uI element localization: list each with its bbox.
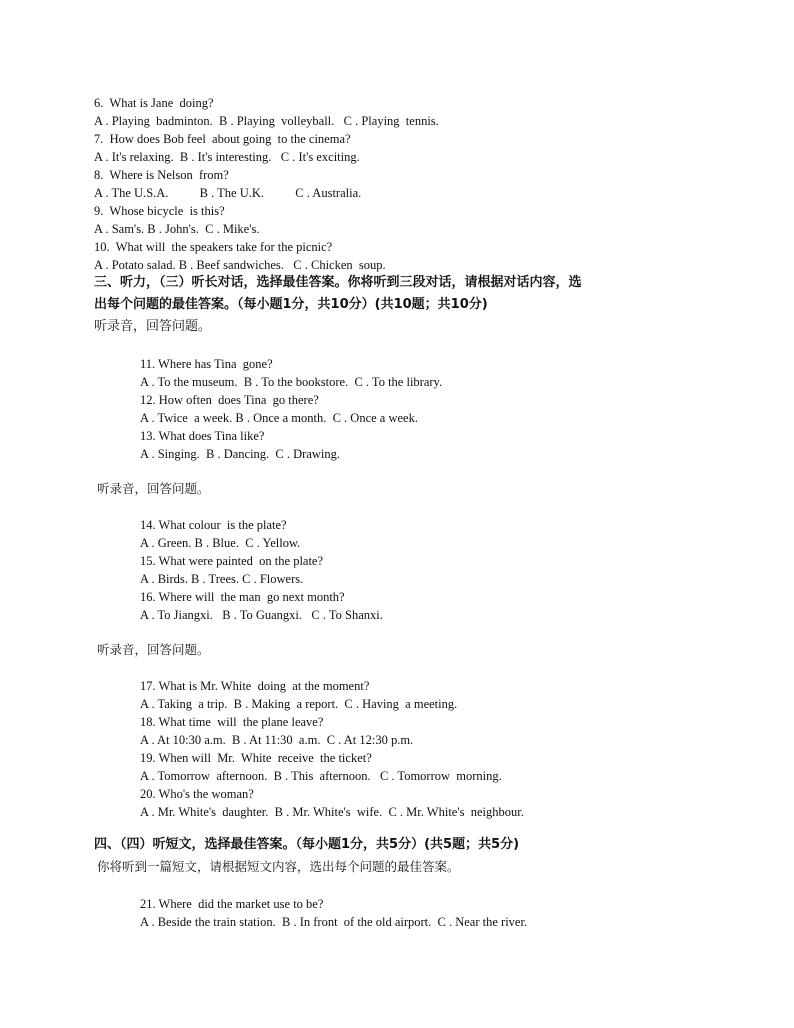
- options-21: A . Beside the train station. B . In front of the old airport. C . Near the river.: [140, 915, 528, 929]
- question-6: 6. What is Jane doing?: [94, 96, 214, 110]
- options-9: A . Sam's. B . John's. C . Mike's.: [94, 222, 260, 236]
- options-12: A . Twice a week. B . Once a month. C . Once a week.: [140, 411, 418, 425]
- question-12: 12. How often does Tina go there?: [140, 393, 319, 407]
- options-16: A . To Jiangxi. B . To Guangxi. C . To Shanxi.: [140, 608, 383, 622]
- listening-instruction: 听录音，回答问题。: [97, 642, 210, 657]
- question-11: 11. Where has Tina gone?: [140, 357, 273, 371]
- options-20: A . Mr. White's daughter. B . Mr. White's wife. C . Mr. White's neighbour.: [140, 805, 524, 819]
- section-4-instruction: 你将听到一篇短文，请根据短文内容，选出每个问题的最佳答案。: [97, 859, 460, 874]
- question-14: 14. What colour is the plate?: [140, 518, 287, 532]
- question-17: 17. What is Mr. White doing at the moment?: [140, 679, 370, 693]
- question-16: 16. Where will the man go next month?: [140, 590, 345, 604]
- question-18: 18. What time will the plane leave?: [140, 715, 324, 729]
- question-7: 7. How does Bob feel about going to the cinema?: [94, 132, 351, 146]
- question-15: 15. What were painted on the plate?: [140, 554, 324, 568]
- options-10: A . Potato salad. B . Beef sandwiches. C . Chicken soup.: [94, 258, 386, 272]
- question-20: 20. Who's the woman?: [140, 787, 254, 801]
- listening-instruction: 听录音，回答问题。: [94, 319, 212, 334]
- listening-instruction: 听录音，回答问题。: [97, 481, 210, 496]
- section-3-heading-line-2: 出每个问题的最佳答案。（每小题1分，共10分）(共10题；共10分): [94, 297, 488, 312]
- options-15: A . Birds. B . Trees. C . Flowers.: [140, 572, 304, 586]
- section-3-heading-line-1: 三、听力，（三）听长对话，选择最佳答案。你将听到三段对话，请根据对话内容，选: [94, 275, 582, 290]
- options-8: A . The U.S.A. B . The U.K. C . Australia.: [94, 186, 362, 200]
- question-21: 21. Where did the market use to be?: [140, 897, 324, 911]
- options-17: A . Taking a trip. B . Making a report. C . Having a meeting.: [140, 697, 458, 711]
- section-4-heading: 四、（四）听短文，选择最佳答案。（每小题1分，共5分）(共5题；共5分): [94, 837, 520, 852]
- options-6: A . Playing badminton. B . Playing volleyball. C . Playing tennis.: [94, 114, 439, 128]
- options-18: A . At 10:30 a.m. B . At 11:30 a.m. C . At 12:30 p.m.: [140, 733, 414, 747]
- options-14: A . Green. B . Blue. C . Yellow.: [140, 536, 301, 550]
- options-13: A . Singing. B . Dancing. C . Drawing.: [140, 447, 340, 461]
- options-11: A . To the museum. B . To the bookstore. C . To the library.: [140, 375, 443, 389]
- question-8: 8. Where is Nelson from?: [94, 168, 229, 182]
- question-10: 10. What will the speakers take for the picnic?: [94, 240, 333, 254]
- options-7: A . It's relaxing. B . It's interesting. C . It's exciting.: [94, 150, 360, 164]
- options-19: A . Tomorrow afternoon. B . This afternoon. C . Tomorrow morning.: [140, 769, 502, 783]
- question-13: 13. What does Tina like?: [140, 429, 265, 443]
- question-9: 9. Whose bicycle is this?: [94, 204, 225, 218]
- question-19: 19. When will Mr. White receive the ticket?: [140, 751, 372, 765]
